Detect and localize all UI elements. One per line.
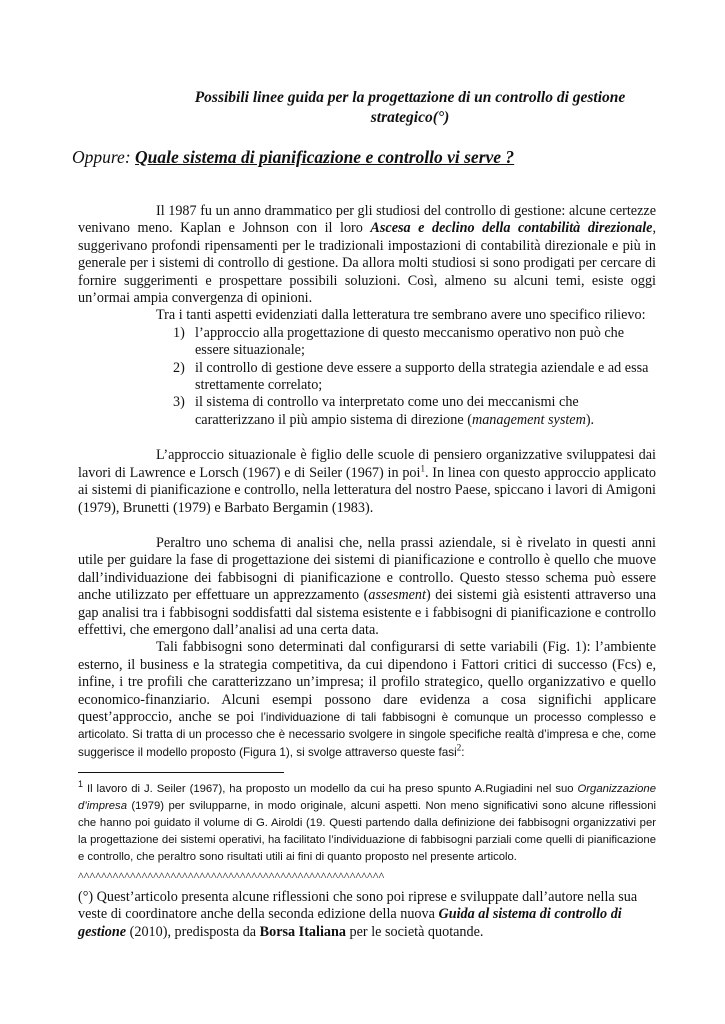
- paragraph-3-text: L’approccio situazionale è figlio delle scuole di pensiero organizzative sviluppatesi dai lavori di Lawrence e Lorsch (1967) e di Seiler (1967) in poi: [78, 447, 656, 481]
- paragraph-5-end: :: [461, 745, 465, 759]
- paragraph-3: [78, 447, 656, 517]
- footnote-divider: [78, 772, 284, 773]
- list-item: [173, 325, 653, 360]
- list-number: 3): [173, 394, 185, 411]
- organization-name: Borsa Italiana: [259, 923, 346, 940]
- subtitle-question: Quale sistema di pianificazione e controllo vi serve ?: [135, 147, 515, 167]
- author-note-text-cont: (2010), predisposta da: [126, 923, 260, 940]
- footnote-book-title: Organizzazione d’impresa: [78, 783, 656, 812]
- paragraph-1-text: Il 1987 fu un anno drammatico per gli studiosi del controllo di gestione: alcune certezze venivano meno. Kaplan e Johnson con il loro: [78, 203, 656, 237]
- guide-title: Guida al sistema di controllo di gestione: [78, 906, 622, 940]
- list-item: [173, 394, 653, 429]
- author-note: [78, 889, 656, 941]
- criteria-list: [173, 325, 653, 429]
- paragraph-1: [78, 203, 656, 307]
- list-number: 1): [173, 324, 185, 341]
- list-text: [195, 394, 653, 429]
- paragraph-4-text: Peraltro uno schema di analisi che, nella prassi aziendale, si è rivelato in questi anni utile per guidare la fase di progettazione dei sistemi di pianificazione e controllo è quello che muove dall’individuazione dei fabbisogni di pianificazione e controllo. Questo stesso schema può essere anche utilizzato per effettuare un apprezzamento (: [78, 534, 656, 604]
- footnote-text: Il lavoro di J. Seiler (1967), ha proposto un modello da cui ha preso spunto A.Rugiadini nel suo: [83, 783, 578, 795]
- list-text-tail: ).: [585, 411, 595, 428]
- paragraph-5-small-text: l’individuazione di tali fabbisogni è comunque un processo complesso e articolato. Si tratta di un processo che è necessario svolgere in singole specifiche realtà d’impresa e che, come suggerisce il modello proposto (Figura 1), si svolge attraverso queste fasi: [78, 710, 656, 759]
- paragraph-3-text-cont: . In linea con questo approccio applicato ai sistemi di pianificazione e controllo, nella letteratura del nostro Paese, spiccano i lavori di Amigoni (1979), Brunetti (1979) e Barbato Bergamin (1983).: [78, 464, 656, 516]
- footnote-ref-2[interactable]: 2: [456, 742, 462, 753]
- paragraph-5-text: Tali fabbisogni sono determinati dal configurarsi di sette variabili (Fig. 1): l’ambiente esterno, il business e la strategia competitiva, da cui dipendono i Fattori critici di successo (Fcs) e, infine, i tre profili che caratterizzano un’impresa; il profilo strategico, quello organizzativo e quello economico-finanziario. Alcuni esempi possono dare evidenza a cosa significhi applicare quest’approccio, anche se poi: [78, 639, 656, 725]
- subtitle-prefix: Oppure:: [72, 147, 136, 167]
- author-note-text: (°) Quest’articolo presenta alcune riflessioni che sono poi riprese e sviluppate dall’autore nella sua veste di coordinatore anche della seconda edizione della nuova: [78, 889, 638, 923]
- management-system-term: management system: [471, 411, 586, 428]
- paragraph-5: [78, 639, 656, 761]
- document-title: Possibili linee guida per la progettazione di un controllo di gestione strategico(°): [194, 89, 626, 126]
- separator-line: ^^^^^^^^^^^^^^^^^^^^^^^^^^^^^^^^^^^^^^^^^^^^^^^^^^^^^: [78, 869, 385, 883]
- paragraph-4: [78, 535, 656, 639]
- paragraph-4-text-cont: ) dei sistemi già esistenti attraverso una gap analisi tra i fabbisogni soddisfatti dal sistema esistente e i fabbisogni di pianificazione e controllo effettivi, che emergono dall’analisi ad una certa data.: [78, 587, 656, 638]
- article-body: [78, 203, 656, 761]
- paragraph-2: Tra i tanti aspetti evidenziati dalla letteratura tre sembrano avere uno specifico rilievo:: [156, 307, 646, 324]
- document-subtitle: [72, 146, 672, 168]
- list-text: l’approccio alla progettazione di questo meccanismo operativo non può che essere situazionale;: [195, 324, 625, 359]
- list-number: 2): [173, 359, 185, 376]
- paragraph-1-text-cont: , suggerivano profondi ripensamenti per le tradizionali impostazioni di contabilità direzionale e più in generale per i sistemi di controllo di gestione. Da allora molti studiosi si sono prodigati per cercare di fornire suggerimenti e prospettare possibili soluzioni. Così, almeno su alcuni temi, esiste oggi un’ormai ampia convergenza di opinioni.: [78, 220, 656, 307]
- footnote-text-cont: (1979) per svilupparne, in modo originale, alcuni aspetti. Non meno significativi sono alcune riflessioni che hanno poi guidato il volume di G. Airoldi (19. Questi partendo dalla definizione dei fabbisogni organizzativi per la progettazione dei sistemi operativi, ha facilitato l’individuazione di fabbisogni parziali come quelli di pianificazione e controllo, che peraltro sono risultati utili ai fini di quanto proposto nel presente articolo.: [78, 800, 656, 863]
- footnote-1: [78, 781, 656, 866]
- list-text-part: il sistema di controllo va interpretato come uno dei meccanismi che caratterizzano il più ampio sistema di direzione (: [195, 394, 579, 428]
- author-note-text-end: per le società quotande.: [345, 923, 484, 940]
- list-text: il controllo di gestione deve essere a supporto della strategia aziendale e ad essa strettamente correlato;: [195, 359, 649, 394]
- assesment-term: assesment: [368, 587, 426, 604]
- list-item: [173, 360, 653, 395]
- footnote-ref-1[interactable]: 1: [420, 462, 425, 473]
- book-title: Ascesa e declino della contabilità direzionale: [370, 220, 653, 237]
- footnote-number: 1: [78, 779, 84, 790]
